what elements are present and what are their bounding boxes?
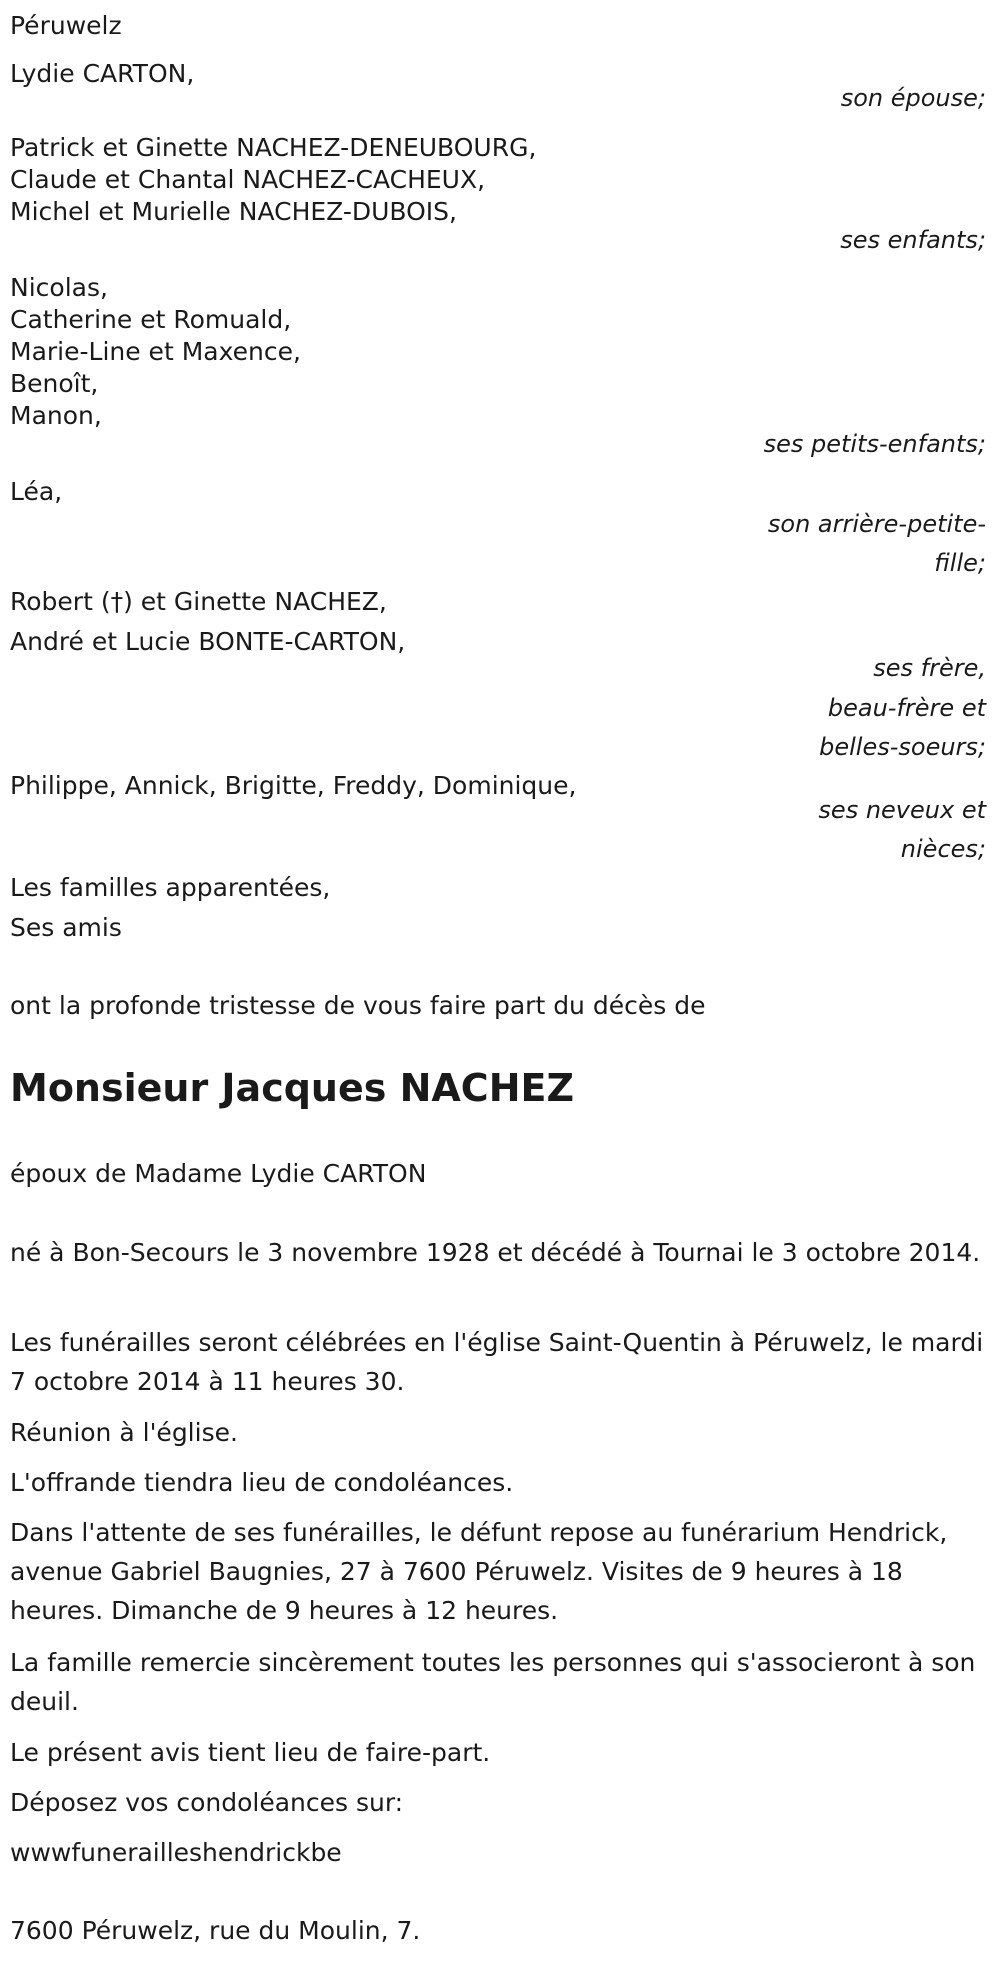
other-relatives: Les familles apparentées,: [10, 873, 331, 902]
nephews-role: nièces;: [900, 835, 986, 863]
offering-paragraph: L'offrande tiendra lieu de condoléances.: [10, 1468, 514, 1497]
spouse-of: époux de Madame Lydie CARTON: [10, 1159, 427, 1188]
child-name: Patrick et Ginette NACHEZ-DENEUBOURG,: [10, 133, 537, 162]
child-name: Claude et Chantal NACHEZ-CACHEUX,: [10, 165, 486, 194]
visitation-paragraph: Dans l'attente de ses funérailles, le défunt repose au funérarium Hendrick, avenue Gabriel Baugnies, 27 à 7600 Péruwelz. Visites de 9 heures à 18 heures. Dimanche de 9 heures à 12 heures.: [10, 1518, 948, 1625]
meeting-paragraph: Réunion à l'église.: [10, 1418, 238, 1447]
great-granddaughter-role: fille;: [934, 549, 986, 577]
grandchild-name: Benoît,: [10, 369, 99, 398]
nephews-role: ses neveux et: [818, 796, 986, 824]
spouse-name: Lydie CARTON,: [10, 59, 195, 88]
great-granddaughter-name: Léa,: [10, 477, 63, 506]
siblings-role: ses frère,: [873, 654, 986, 682]
siblings-role: belles-soeurs;: [819, 733, 986, 761]
nephews-names: Philippe, Annick, Brigitte, Freddy, Dominique,: [10, 771, 577, 800]
deceased-name: Monsieur Jacques NACHEZ: [10, 1066, 575, 1110]
friends: Ses amis: [10, 913, 122, 942]
notice-paragraph: Le présent avis tient lieu de faire-part.: [10, 1738, 491, 1767]
grandchild-name: Nicolas,: [10, 273, 108, 302]
sibling-name: Robert (†) et Ginette NACHEZ,: [10, 587, 387, 616]
grandchildren-role: ses petits-enfants;: [763, 430, 986, 458]
announcement: ont la profonde tristesse de vous faire part du décès de: [10, 991, 706, 1020]
location: Péruwelz: [10, 11, 122, 40]
birth-death-paragraph: né à Bon-Secours le 3 novembre 1928 et décédé à Tournai le 3 octobre 2014.: [10, 1238, 981, 1267]
condolences-paragraph: Déposez vos condoléances sur:: [10, 1788, 404, 1817]
child-name: Michel et Murielle NACHEZ-DUBOIS,: [10, 197, 457, 226]
grandchild-name: Catherine et Romuald,: [10, 305, 292, 334]
thanks-paragraph: La famille remercie sincèrement toutes les personnes qui s'associeront à son deuil.: [10, 1648, 976, 1716]
address: 7600 Péruwelz, rue du Moulin, 7.: [10, 1916, 421, 1945]
great-granddaughter-role: son arrière-petite-: [767, 510, 986, 538]
spouse-role: son épouse;: [840, 84, 986, 112]
grandchild-name: Marie-Line et Maxence,: [10, 337, 301, 366]
grandchild-name: Manon,: [10, 401, 102, 430]
sibling-name: André et Lucie BONTE-CARTON,: [10, 627, 406, 656]
siblings-role: beau-frère et: [827, 694, 986, 722]
website-link[interactable]: wwwfunerailleshendrickbe: [10, 1838, 342, 1867]
funeral-paragraph: Les funérailles seront célébrées en l'église Saint-Quentin à Péruwelz, le mardi 7 octobre 2014 à 11 heures 30.: [10, 1328, 984, 1396]
children-role: ses enfants;: [840, 226, 986, 254]
